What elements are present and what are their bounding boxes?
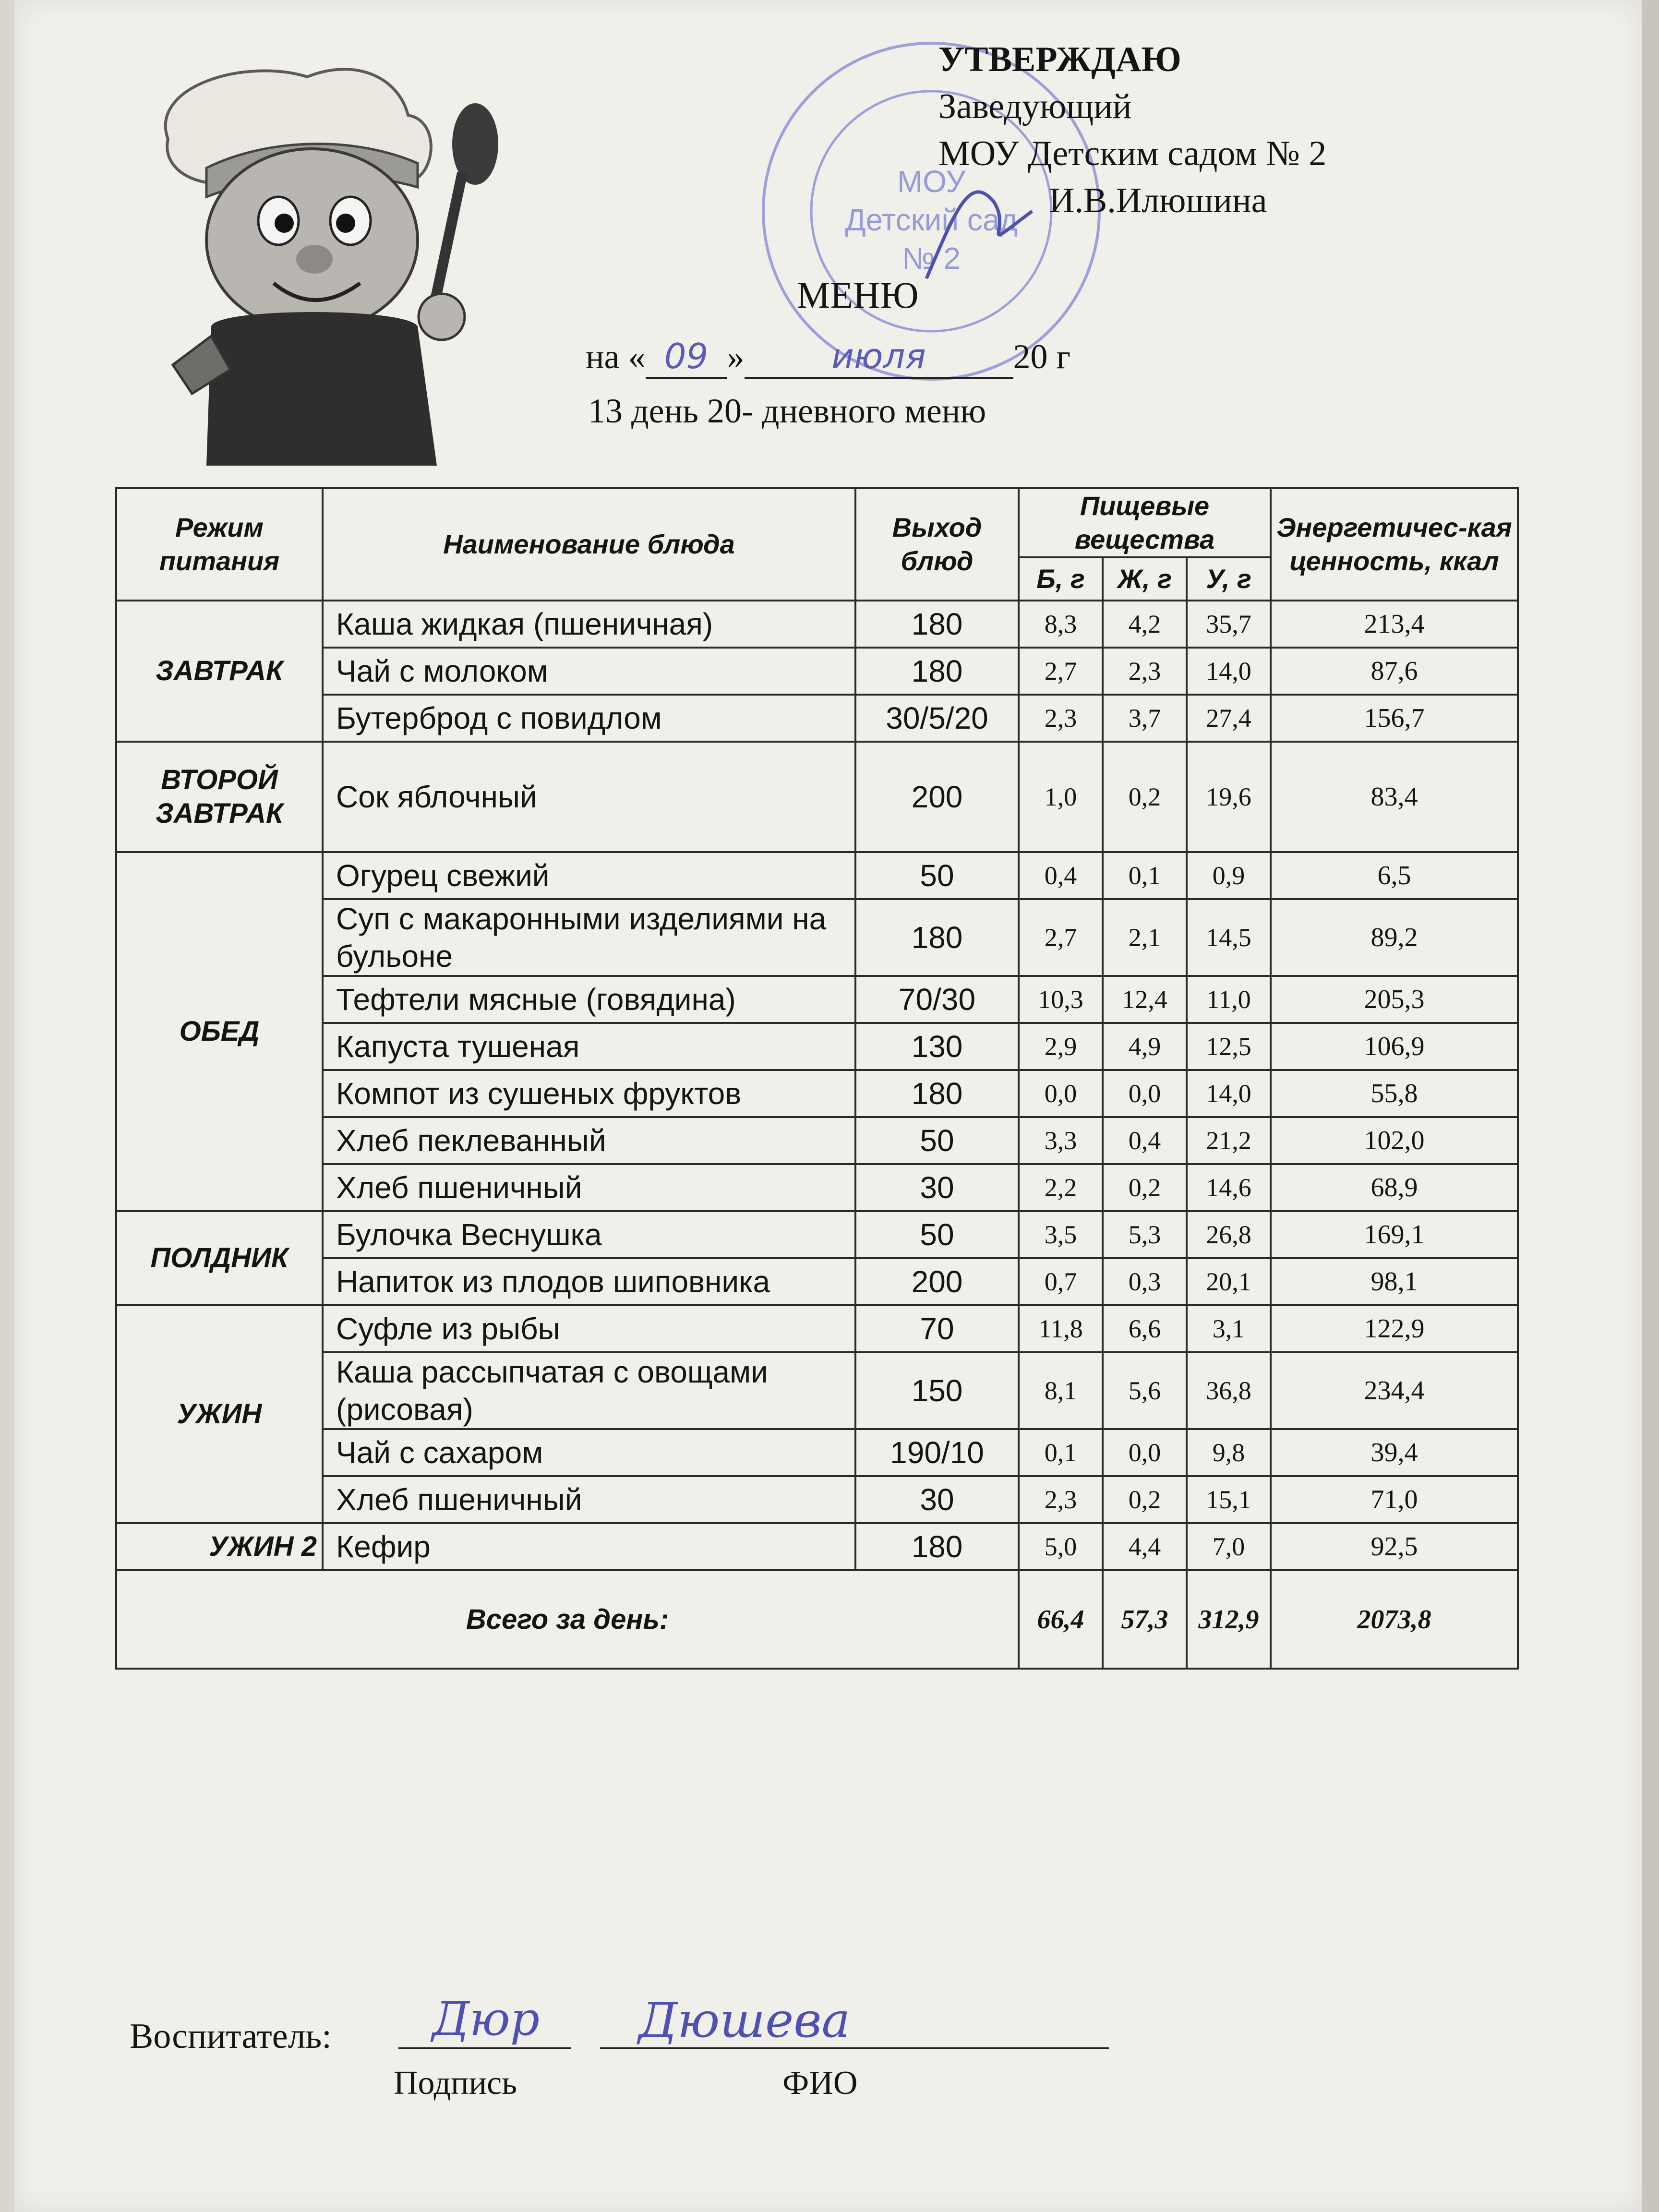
protein-value: 1,0	[1019, 742, 1103, 852]
carbs-value: 7,0	[1187, 1523, 1271, 1570]
header-dish: Наименование блюда	[323, 488, 855, 601]
energy-value: 89,2	[1271, 899, 1518, 976]
menu-subtitle: 13 день 20- дневного меню	[588, 392, 986, 430]
table-row	[116, 695, 1518, 742]
total-energy: 2073,8	[1271, 1570, 1518, 1669]
header-fat: Ж, г	[1103, 557, 1187, 601]
approval-block	[938, 36, 1326, 224]
date-suffix: 20 г	[1013, 337, 1071, 376]
carbs-value: 11,0	[1187, 976, 1271, 1023]
fat-value: 0,2	[1103, 1164, 1187, 1211]
header-energy: Энергетичес-кая ценность, ккал	[1271, 488, 1518, 601]
meal-period: УЖИН 2	[116, 1523, 323, 1570]
background-edge	[1642, 0, 1659, 2212]
fat-value: 0,3	[1103, 1258, 1187, 1305]
table-row	[116, 1352, 1518, 1429]
carbs-value: 27,4	[1187, 695, 1271, 742]
energy-value: 106,9	[1271, 1023, 1518, 1070]
signature-caption: Подпись	[394, 2065, 517, 2102]
dish-output: 150	[855, 1352, 1019, 1429]
table-row	[116, 976, 1518, 1023]
fat-value: 4,2	[1103, 601, 1187, 648]
menu-date-line	[586, 336, 1070, 379]
energy-value: 213,4	[1271, 601, 1518, 648]
handwritten-signature: Дюр	[432, 1992, 540, 2046]
dish-output: 50	[855, 1117, 1019, 1164]
dish-output: 30	[855, 1476, 1019, 1523]
table-row	[116, 1164, 1518, 1211]
total-carbs: 312,9	[1187, 1570, 1271, 1669]
dish-output: 50	[855, 1211, 1019, 1258]
header-nutrients: Пищевые вещества	[1019, 488, 1271, 557]
carbs-value: 21,2	[1187, 1117, 1271, 1164]
fat-value: 6,6	[1103, 1305, 1187, 1352]
table-row	[116, 1258, 1518, 1305]
date-month-field	[745, 336, 1013, 379]
carbs-value: 3,1	[1187, 1305, 1271, 1352]
dish-output: 200	[855, 742, 1019, 852]
total-label: Всего за день:	[116, 1570, 1019, 1669]
cook-mascot-illustration	[149, 58, 533, 470]
dish-name: Каша жидкая (пшеничная)	[323, 601, 855, 648]
carbs-value: 9,8	[1187, 1429, 1271, 1476]
fat-value: 0,0	[1103, 1070, 1187, 1117]
energy-value: 55,8	[1271, 1070, 1518, 1117]
energy-value: 6,5	[1271, 852, 1518, 899]
dish-output: 180	[855, 648, 1019, 695]
header-meal: Режим питания	[116, 488, 323, 601]
energy-value: 87,6	[1271, 648, 1518, 695]
protein-value: 5,0	[1019, 1523, 1103, 1570]
total-row	[116, 1570, 1518, 1669]
dish-output: 30	[855, 1164, 1019, 1211]
carbs-value: 12,5	[1187, 1023, 1271, 1070]
meal-period: ПОЛДНИК	[116, 1211, 323, 1305]
dish-output: 180	[855, 601, 1019, 648]
dish-name: Хлеб пшеничный	[323, 1476, 855, 1523]
fat-value: 0,0	[1103, 1429, 1187, 1476]
energy-value: 39,4	[1271, 1429, 1518, 1476]
dish-output: 130	[855, 1023, 1019, 1070]
table-row	[116, 648, 1518, 695]
dish-output: 30/5/20	[855, 695, 1019, 742]
carbs-value: 0,9	[1187, 852, 1271, 899]
fat-value: 2,1	[1103, 899, 1187, 976]
energy-value: 83,4	[1271, 742, 1518, 852]
dish-name: Суп с макаронными изделиями на бульоне	[323, 899, 855, 976]
fat-value: 2,3	[1103, 648, 1187, 695]
dish-output: 50	[855, 852, 1019, 899]
fat-value: 3,7	[1103, 695, 1187, 742]
protein-value: 2,2	[1019, 1164, 1103, 1211]
date-prefix: на «	[586, 337, 646, 376]
dish-output: 190/10	[855, 1429, 1019, 1476]
dish-name: Чай с молоком	[323, 648, 855, 695]
dish-name: Компот из сушеных фруктов	[323, 1070, 855, 1117]
approval-heading: УТВЕРЖДАЮ	[938, 40, 1181, 79]
table-row	[116, 742, 1518, 852]
dish-name: Хлеб пеклеванный	[323, 1117, 855, 1164]
dish-output: 180	[855, 1523, 1019, 1570]
table-row	[116, 1305, 1518, 1352]
menu-table	[115, 487, 1519, 1670]
protein-value: 0,0	[1019, 1070, 1103, 1117]
fat-value: 0,4	[1103, 1117, 1187, 1164]
fat-value: 0,2	[1103, 742, 1187, 852]
header-carbs: У, г	[1187, 557, 1271, 601]
energy-value: 156,7	[1271, 695, 1518, 742]
dish-name: Чай с сахаром	[323, 1429, 855, 1476]
dish-output: 180	[855, 1070, 1019, 1117]
dish-output: 70/30	[855, 976, 1019, 1023]
date-day: 09	[664, 336, 709, 376]
header-protein: Б, г	[1019, 557, 1103, 601]
protein-value: 0,4	[1019, 852, 1103, 899]
menu-table-body	[116, 601, 1518, 1669]
protein-value: 2,3	[1019, 1476, 1103, 1523]
table-row	[116, 1023, 1518, 1070]
dish-name: Хлеб пшеничный	[323, 1164, 855, 1211]
total-protein: 66,4	[1019, 1570, 1103, 1669]
signature-line	[398, 2047, 571, 2049]
energy-value: 71,0	[1271, 1476, 1518, 1523]
meal-period: ЗАВТРАК	[116, 601, 323, 742]
date-month: июля	[831, 336, 926, 376]
date-mid: »	[727, 337, 745, 376]
protein-value: 8,3	[1019, 601, 1103, 648]
dish-name: Кефир	[323, 1523, 855, 1570]
table-row	[116, 1523, 1518, 1570]
carbs-value: 14,0	[1187, 1070, 1271, 1117]
name-caption: ФИО	[782, 2065, 858, 2102]
energy-value: 122,9	[1271, 1305, 1518, 1352]
carbs-value: 14,5	[1187, 899, 1271, 976]
total-fat: 57,3	[1103, 1570, 1187, 1669]
table-row	[116, 1476, 1518, 1523]
fat-value: 0,2	[1103, 1476, 1187, 1523]
dish-output: 70	[855, 1305, 1019, 1352]
protein-value: 10,3	[1019, 976, 1103, 1023]
meal-period: УЖИН	[116, 1305, 323, 1523]
dish-name: Напиток из плодов шиповника	[323, 1258, 855, 1305]
approval-role: Заведующий	[938, 87, 1132, 126]
meal-period: ВТОРОЙ ЗАВТРАК	[116, 742, 323, 852]
carbs-value: 15,1	[1187, 1476, 1271, 1523]
protein-value: 3,3	[1019, 1117, 1103, 1164]
carbs-value: 19,6	[1187, 742, 1271, 852]
energy-value: 98,1	[1271, 1258, 1518, 1305]
fat-value: 0,1	[1103, 852, 1187, 899]
table-row	[116, 1211, 1518, 1258]
fat-value: 12,4	[1103, 976, 1187, 1023]
table-row	[116, 852, 1518, 899]
carbs-value: 26,8	[1187, 1211, 1271, 1258]
table-row	[116, 1429, 1518, 1476]
dish-output: 200	[855, 1258, 1019, 1305]
fat-value: 4,9	[1103, 1023, 1187, 1070]
dish-name: Капуста тушеная	[323, 1023, 855, 1070]
carbs-value: 20,1	[1187, 1258, 1271, 1305]
protein-value: 2,7	[1019, 899, 1103, 976]
educator-label: Воспитатель:	[130, 2017, 332, 2056]
energy-value: 205,3	[1271, 976, 1518, 1023]
carbs-value: 35,7	[1187, 601, 1271, 648]
carbs-value: 14,0	[1187, 648, 1271, 695]
energy-value: 169,1	[1271, 1211, 1518, 1258]
meal-period: ОБЕД	[116, 852, 323, 1211]
table-row	[116, 1117, 1518, 1164]
date-day-field	[646, 336, 727, 379]
protein-value: 3,5	[1019, 1211, 1103, 1258]
energy-value: 102,0	[1271, 1117, 1518, 1164]
energy-value: 234,4	[1271, 1352, 1518, 1429]
protein-value: 11,8	[1019, 1305, 1103, 1352]
protein-value: 2,9	[1019, 1023, 1103, 1070]
protein-value: 0,1	[1019, 1429, 1103, 1476]
energy-value: 68,9	[1271, 1164, 1518, 1211]
carbs-value: 36,8	[1187, 1352, 1271, 1429]
handwritten-name: Дюшева	[638, 1992, 851, 2048]
stamp-line-2: Детский сад	[845, 203, 1018, 237]
dish-name: Булочка Веснушка	[323, 1211, 855, 1258]
dish-name: Бутерброд с повидлом	[323, 695, 855, 742]
dish-output: 180	[855, 899, 1019, 976]
protein-value: 2,7	[1019, 648, 1103, 695]
dish-name: Каша рассыпчатая с овощами (рисовая)	[323, 1352, 855, 1429]
approval-institution: МОУ Детским садом № 2	[938, 134, 1327, 173]
header-output: Выход блюд	[855, 488, 1019, 601]
protein-value: 0,7	[1019, 1258, 1103, 1305]
fat-value: 5,3	[1103, 1211, 1187, 1258]
dish-name: Суфле из рыбы	[323, 1305, 855, 1352]
table-row	[116, 1070, 1518, 1117]
table-row	[116, 601, 1518, 648]
dish-name: Тефтели мясные (говядина)	[323, 976, 855, 1023]
energy-value: 92,5	[1271, 1523, 1518, 1570]
table-row	[116, 899, 1518, 976]
fat-value: 5,6	[1103, 1352, 1187, 1429]
fat-value: 4,4	[1103, 1523, 1187, 1570]
dish-name: Сок яблочный	[323, 742, 855, 852]
stamp-line-1: МОУ	[897, 164, 966, 199]
menu-title: МЕНЮ	[797, 274, 919, 316]
approval-signer: И.В.Илюшина	[1049, 181, 1267, 220]
protein-value: 8,1	[1019, 1352, 1103, 1429]
stamp-line-3: № 2	[902, 241, 961, 276]
protein-value: 2,3	[1019, 695, 1103, 742]
dish-name: Огурец свежий	[323, 852, 855, 899]
carbs-value: 14,6	[1187, 1164, 1271, 1211]
